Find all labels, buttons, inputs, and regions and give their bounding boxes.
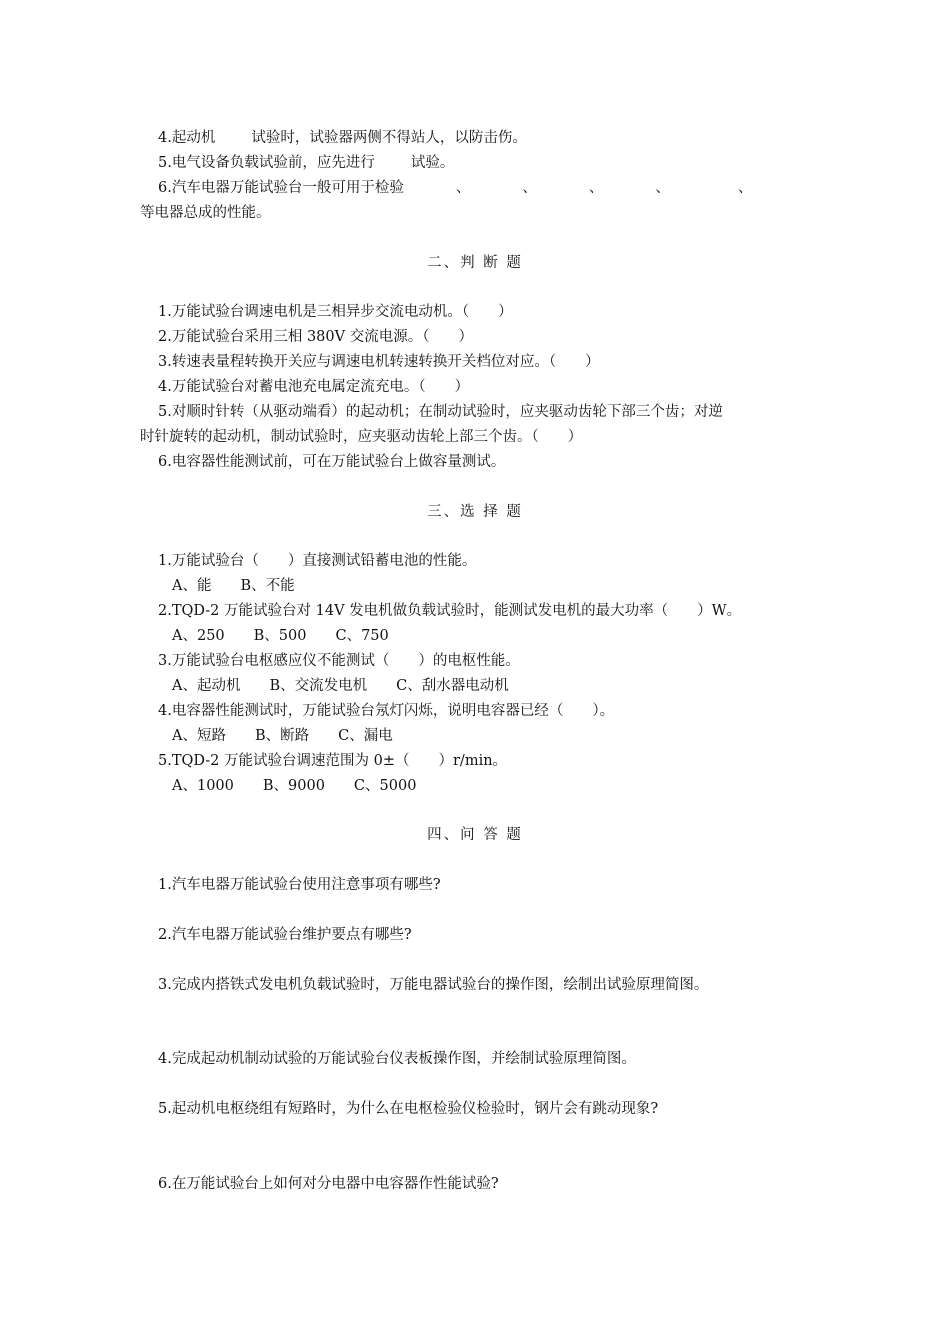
fill-question-4-prefix: 4.起动机 [158, 130, 216, 146]
mc-options-2: A、250 B、500 C、750 [172, 628, 389, 644]
separator: 、 [737, 180, 753, 196]
fill-question-5 [158, 153, 454, 173]
mc-question-1: 1.万能试验台（ ）直接测试铅蓄电池的性能。 [158, 553, 477, 569]
mc-options-4: A、短路 B、断路 C、漏电 [172, 728, 393, 744]
qa-question-2: 2.汽车电器万能试验台维护要点有哪些? [158, 927, 412, 943]
qa-question-5: 5.起动机电枢绕组有短路时，为什么在电枢检验仪检验时，钢片会有跳动现象? [158, 1101, 659, 1117]
mc-options-3: A、起动机 B、交流发电机 C、刮水器电动机 [172, 678, 509, 694]
separator: 、 [455, 180, 471, 196]
mc-question-3: 3.万能试验台电枢感应仪不能测试（ ）的电枢性能。 [158, 653, 520, 669]
mc-options-5: A、1000 B、9000 C、5000 [172, 778, 417, 794]
qa-question-3: 3.完成内搭铁式发电机负载试验时，万能电器试验台的操作图，绘制出试验原理简图。 [158, 977, 709, 993]
tf-question-2: 2.万能试验台采用三相 380V 交流电源。（ ） [158, 329, 473, 345]
section-title-short-answer: 四、问 答 题 [427, 827, 523, 843]
fill-question-4 [158, 128, 527, 148]
mc-question-5: 5.TQD-2 万能试验台调速范围为 0±（ ）r/min。 [158, 753, 508, 769]
separator: 、 [588, 180, 604, 196]
tf-question-4: 4.万能试验台对蓄电池充电属定流充电。（ ） [158, 379, 470, 395]
qa-question-1: 1.汽车电器万能试验台使用注意事项有哪些? [158, 877, 441, 893]
tf-question-6: 6.电容器性能测试前，可在万能试验台上做容量测试。 [158, 454, 506, 470]
mc-question-4: 4.电容器性能测试时，万能试验台氖灯闪烁，说明电容器已经（ ）。 [158, 703, 615, 719]
mc-options-1: A、能 B、不能 [172, 578, 295, 594]
separator: 、 [522, 180, 537, 196]
fill-question-4-suffix: 试验时，试验器两侧不得站人，以防击伤。 [251, 130, 527, 146]
fill-question-5-suffix: 试验。 [410, 155, 455, 171]
fill-question-6 [158, 178, 752, 198]
tf-question-5: 5.对顺时针转（从驱动端看）的起动机；在制动试验时，应夹驱动齿轮下部三个齿；对逆 [158, 404, 723, 420]
fill-question-6-cont: 等电器总成的性能。 [140, 205, 271, 221]
tf-question-1: 1.万能试验台调速电机是三相异步交流电动机。（ ） [158, 304, 513, 320]
qa-question-4: 4.完成起动机制动试验的万能试验台仪表板操作图，并绘制试验原理简图。 [158, 1051, 636, 1067]
tf-question-3: 3.转速表量程转换开关应与调速电机转速转换开关档位对应。（ ） [158, 354, 600, 370]
fill-question-6-prefix: 6.汽车电器万能试验台一般可用于检验 [158, 180, 404, 196]
section-title-multiple-choice: 三、选 择 题 [427, 504, 523, 520]
section-title-true-false: 二、判 断 题 [427, 255, 523, 271]
qa-question-6: 6.在万能试验台上如何对分电器中电容器作性能试验? [158, 1176, 499, 1192]
mc-question-2: 2.TQD-2 万能试验台对 14V 发电机做负载试验时，能测试发电机的最大功率（ ）W。 [158, 603, 742, 619]
tf-question-5-cont: 时针旋转的起动机，制动试验时，应夹驱动齿轮上部三个齿。（ ） [140, 429, 583, 445]
fill-question-5-prefix: 5.电气设备负载试验前，应先进行 [158, 155, 375, 171]
separator: 、 [655, 180, 670, 196]
